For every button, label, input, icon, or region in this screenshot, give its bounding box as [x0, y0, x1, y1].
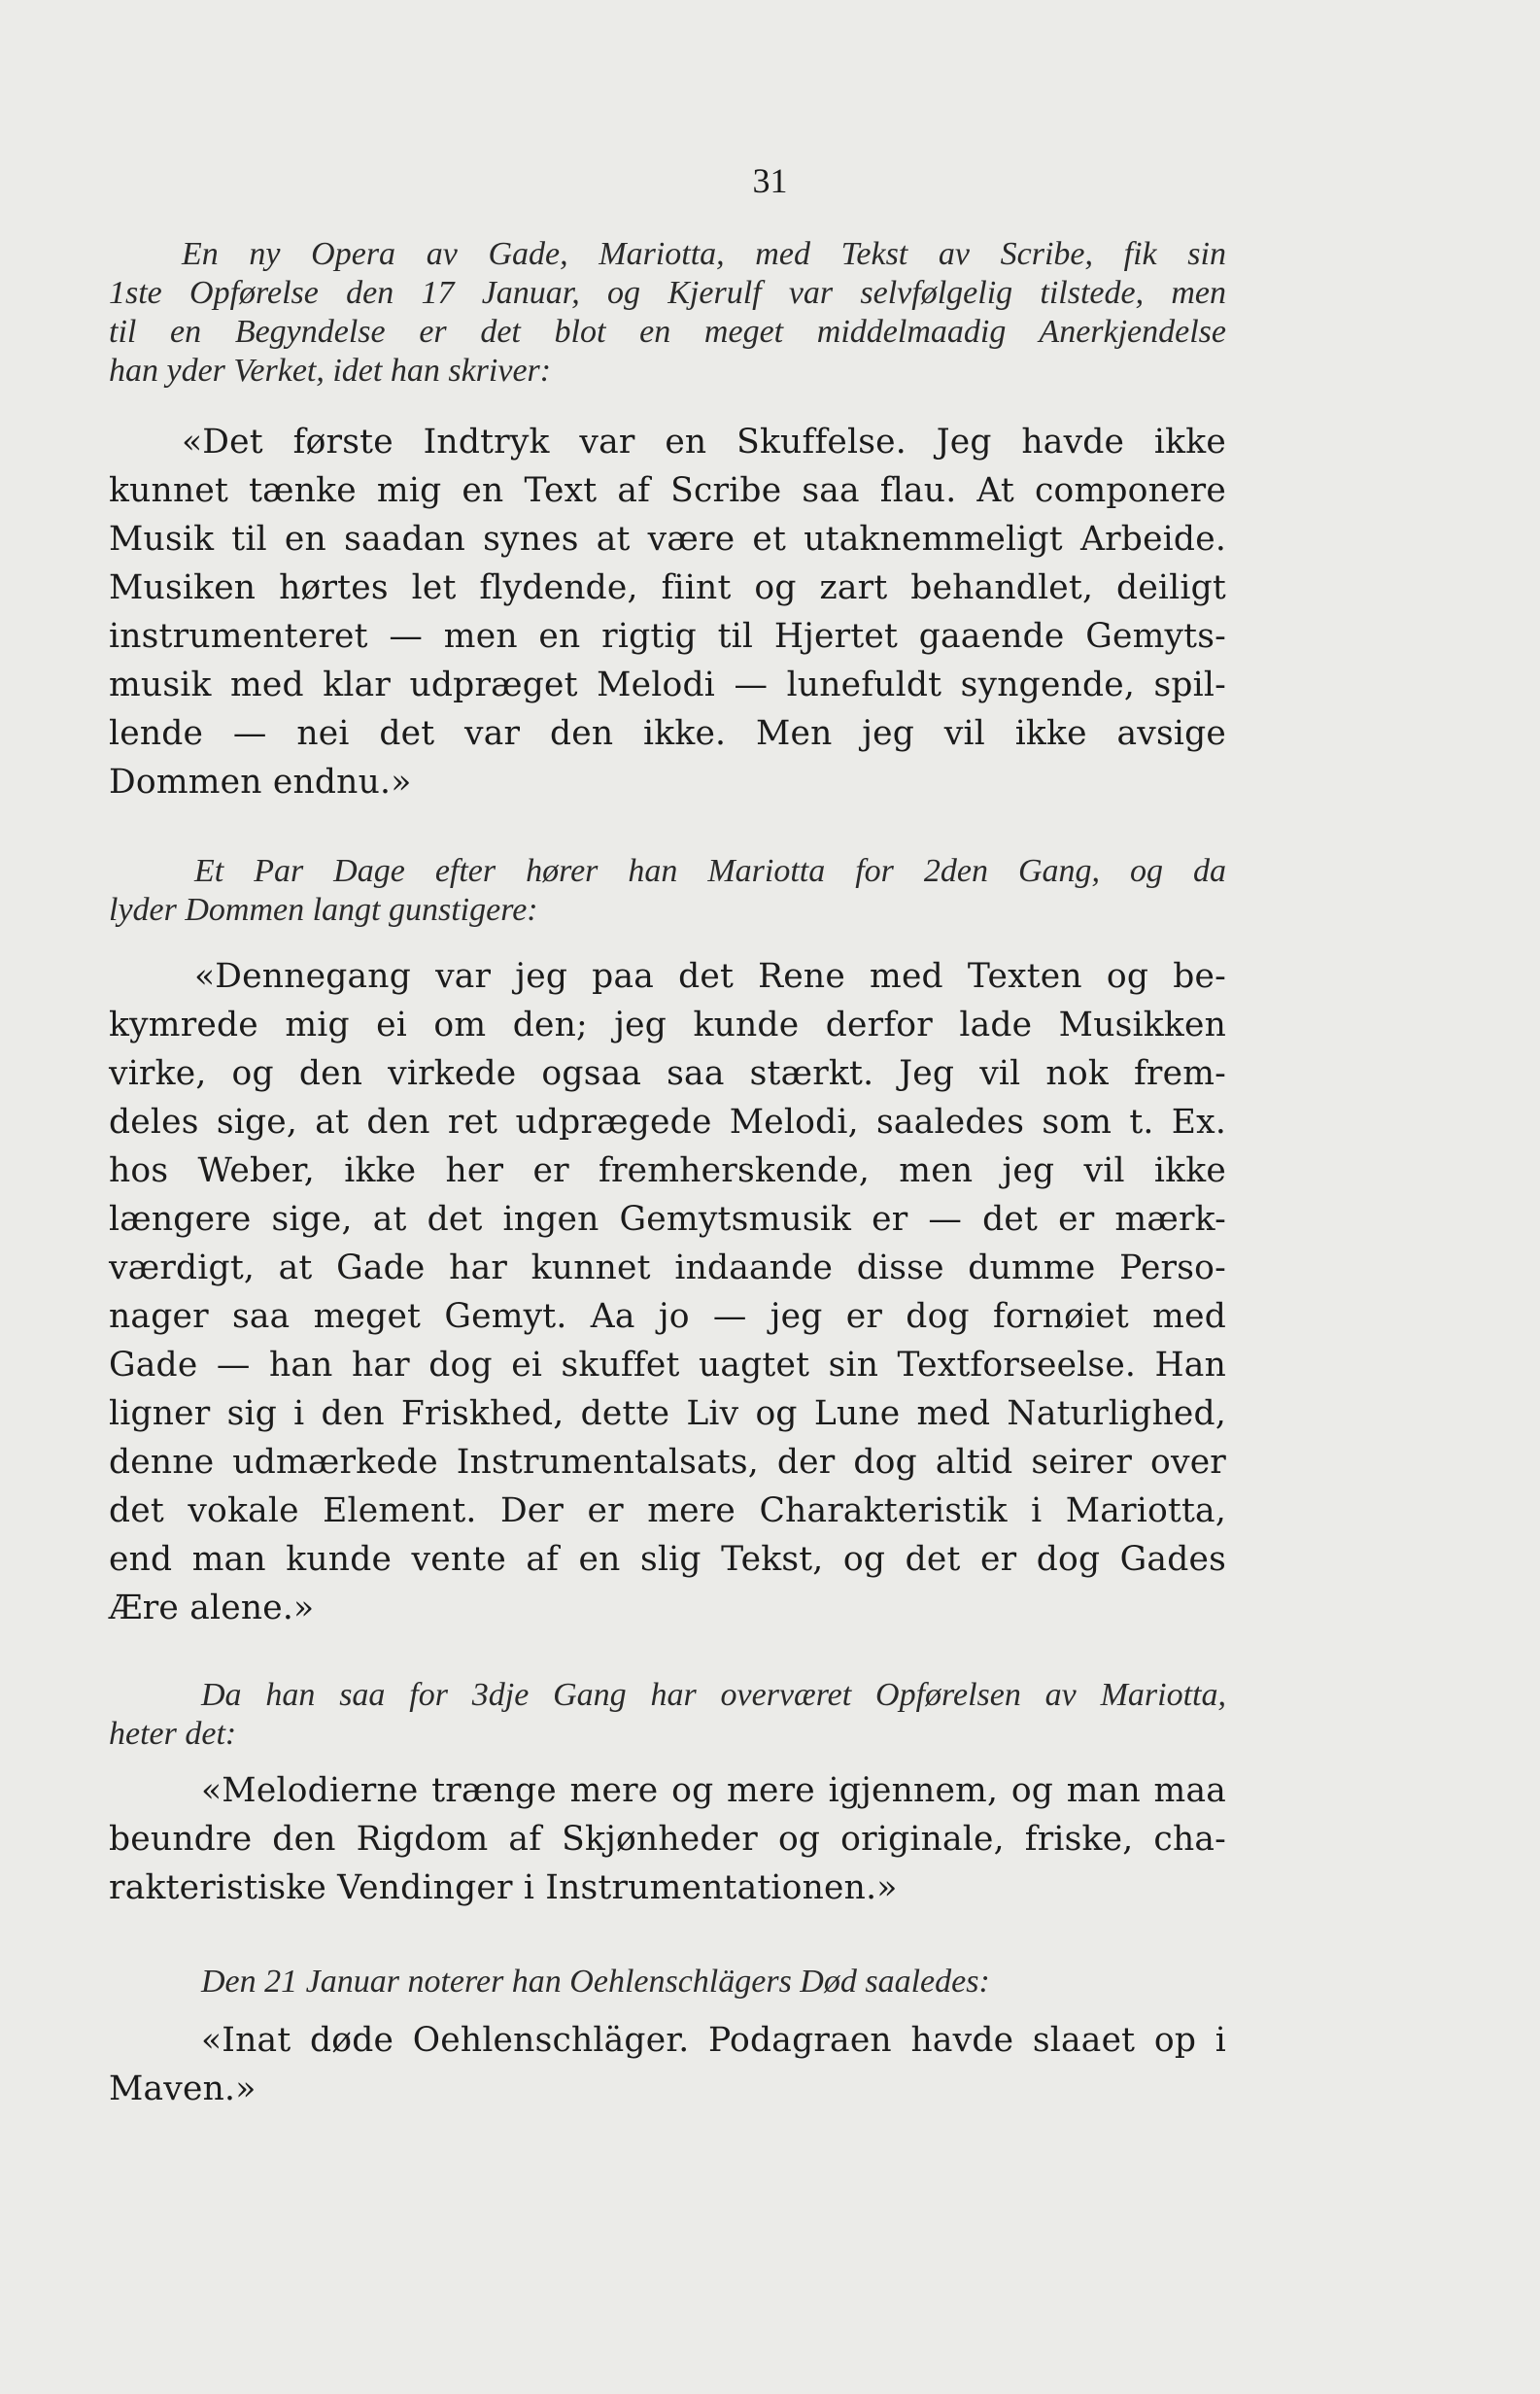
text-line: lyder Dommen langt gunstigere: — [109, 892, 538, 928]
text-line: nager saa meget Gemyt. Aa jo — jeg er dog fornøiet med — [109, 1297, 1226, 1336]
text-line: instrumenteret — men en rigtig til Hjertet gaaende Gemyts- — [109, 617, 1226, 656]
quote-paragraph-4 — [109, 2016, 1226, 2113]
text-line: til en Begyndelse er det blot en meget middelmaadig Anerkjendelse — [109, 314, 1226, 350]
text-line: 1ste Opførelse den 17 Januar, og Kjerulf var selvfølgelig tilstede, men — [109, 275, 1226, 311]
text-line: Maven.» — [109, 2069, 257, 2108]
text-line: heter det: — [109, 1716, 237, 1752]
intro-paragraph-4 — [109, 1963, 1226, 2001]
text-line: Den 21 Januar noterer han Oehlenschlägers Død saaledes: — [201, 1964, 990, 2000]
intro-paragraph-3 — [109, 1676, 1226, 1754]
text-line: Ære alene.» — [109, 1589, 315, 1627]
text-line: Dommen endnu.» — [109, 763, 412, 802]
text-line: det vokale Element. Der er mere Charakteristik i Mariotta, — [109, 1491, 1226, 1530]
text-line: rakteristiske Vendinger i Instrumentationen.» — [109, 1868, 898, 1907]
text-line: «Melodierne trænge mere og mere igjennem, og man maa — [201, 1771, 1226, 1810]
text-line: deles sige, at den ret udprægede Melodi, saaledes som t. Ex. — [109, 1103, 1226, 1142]
text-line: værdigt, at Gade har kunnet indaande disse dumme Perso- — [109, 1248, 1226, 1287]
quote-paragraph-3 — [109, 1766, 1226, 1912]
text-line: denne udmærkede Instrumentalsats, der dog altid seirer over — [109, 1443, 1226, 1482]
text-line: længere sige, at det ingen Gemytsmusik er — det er mærk- — [109, 1200, 1226, 1239]
intro-paragraph-1 — [109, 235, 1226, 391]
text-line: Gade — han har dog ei skuffet uagtet sin Textforseelse. Han — [109, 1346, 1226, 1385]
text-line: lende — nei det var den ikke. Men jeg vil ikke avsige — [109, 714, 1226, 753]
text-line: kymrede mig ei om den; jeg kunde derfor lade Musikken — [109, 1006, 1226, 1044]
quote-paragraph-1 — [109, 418, 1226, 806]
text-line: hos Weber, ikke her er fremherskende, men jeg vil ikke — [109, 1151, 1226, 1190]
text-line: ligner sig i den Friskhed, dette Liv og Lune med Naturlighed, — [109, 1394, 1226, 1433]
intro-paragraph-2 — [109, 852, 1226, 930]
text-line: musik med klar udpræget Melodi — lunefuldt syngende, spil- — [109, 666, 1226, 704]
text-line: Musik til en saadan synes at være et utaknemmeligt Arbeide. — [109, 520, 1226, 559]
text-line: beundre den Rigdom af Skjønheder og originale, friske, cha- — [109, 1820, 1226, 1859]
text-line: En ny Opera av Gade, Mariotta, med Tekst av Scribe, fik sin — [182, 236, 1226, 272]
text-line: «Det første Indtryk var en Skuffelse. Jeg havde ikke — [182, 423, 1226, 462]
text-line: kunnet tænke mig en Text af Scribe saa flau. At componere — [109, 471, 1226, 510]
text-line: «Inat døde Oehlenschläger. Podagraen havde slaaet op i — [201, 2021, 1226, 2060]
quote-paragraph-2 — [109, 952, 1226, 1632]
text-line: «Dennegang var jeg paa det Rene med Texten og be- — [194, 957, 1226, 996]
text-line: Musiken hørtes let flydende, fiint og zart behandlet, deiligt — [109, 568, 1226, 607]
text-line: virke, og den virkede ogsaa saa stærkt. Jeg vil nok frem- — [109, 1054, 1226, 1093]
page-number: 31 — [752, 161, 788, 200]
text-line: end man kunde vente af en slig Tekst, og det er dog Gades — [109, 1540, 1226, 1579]
text-line: Da han saa for 3dje Gang har overværet Opførelsen av Mariotta, — [201, 1677, 1226, 1713]
text-line: Et Par Dage efter hører han Mariotta for 2den Gang, og da — [194, 853, 1226, 889]
text-line: han yder Verket, idet han skriver: — [109, 353, 552, 389]
